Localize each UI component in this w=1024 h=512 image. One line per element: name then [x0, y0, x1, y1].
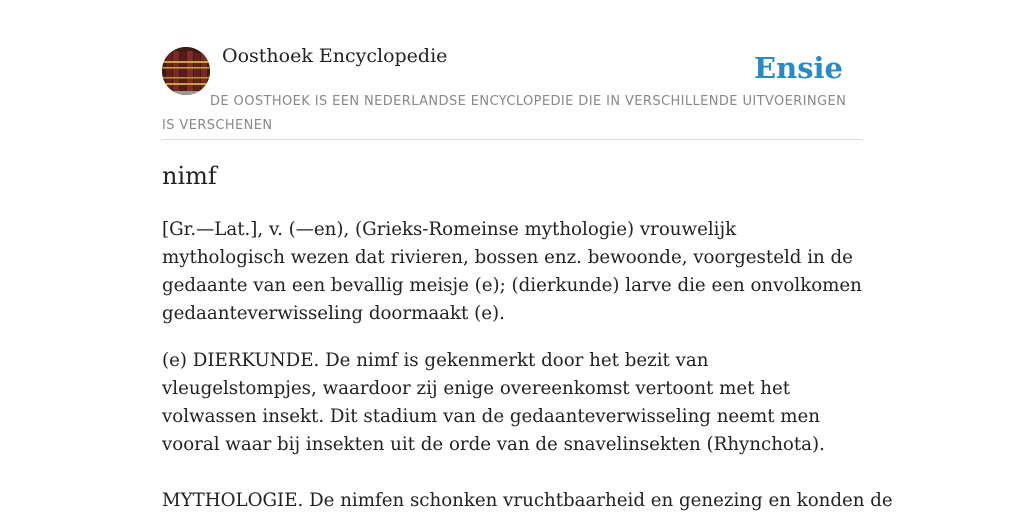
- site-header: [162, 0, 862, 140]
- entry-definition: [Gr.—Lat.], v. (—en), (Grieks-Romeinse mythologie) vrouwelijk mythologisch wezen dat rivieren, bossen enz. bewoonde, voorgesteld in de gedaante van een bevallig meisje (e); (dierkunde) larve die een onvolkomen gedaanteverwisseling doormaakt (e).: [162, 219, 862, 324]
- brand-logo[interactable]: Ensie: [754, 51, 843, 85]
- entry-section-dierkunde: (e) DIERKUNDE. De nimf is gekenmerkt door het bezit van vleugelstompjes, waardoor zij enige overeenkomst vertoont met het volwassen insekt. Dit stadium van de gedaanteverwisseling neemt men vooral waar bij insekten uit de orde van de snavelinsekten (Rhynchota).: [162, 350, 825, 455]
- site-tagline: DE OOSTHOEK IS EEN NEDERLANDSE ENCYCLOPEDIE DIE IN VERSCHILLENDE UITVOERINGEN IS VERSCHENEN: [162, 94, 847, 133]
- entry-section-mythologie: MYTHOLOGIE. De nimfen schonken vruchtbaarheid en genezing en konden de: [162, 490, 893, 511]
- entry-title: nimf: [162, 162, 217, 190]
- page: [162, 0, 893, 511]
- encyclopedia-books-icon[interactable]: [162, 47, 210, 95]
- site-name[interactable]: Oosthoek Encyclopedie: [222, 45, 448, 67]
